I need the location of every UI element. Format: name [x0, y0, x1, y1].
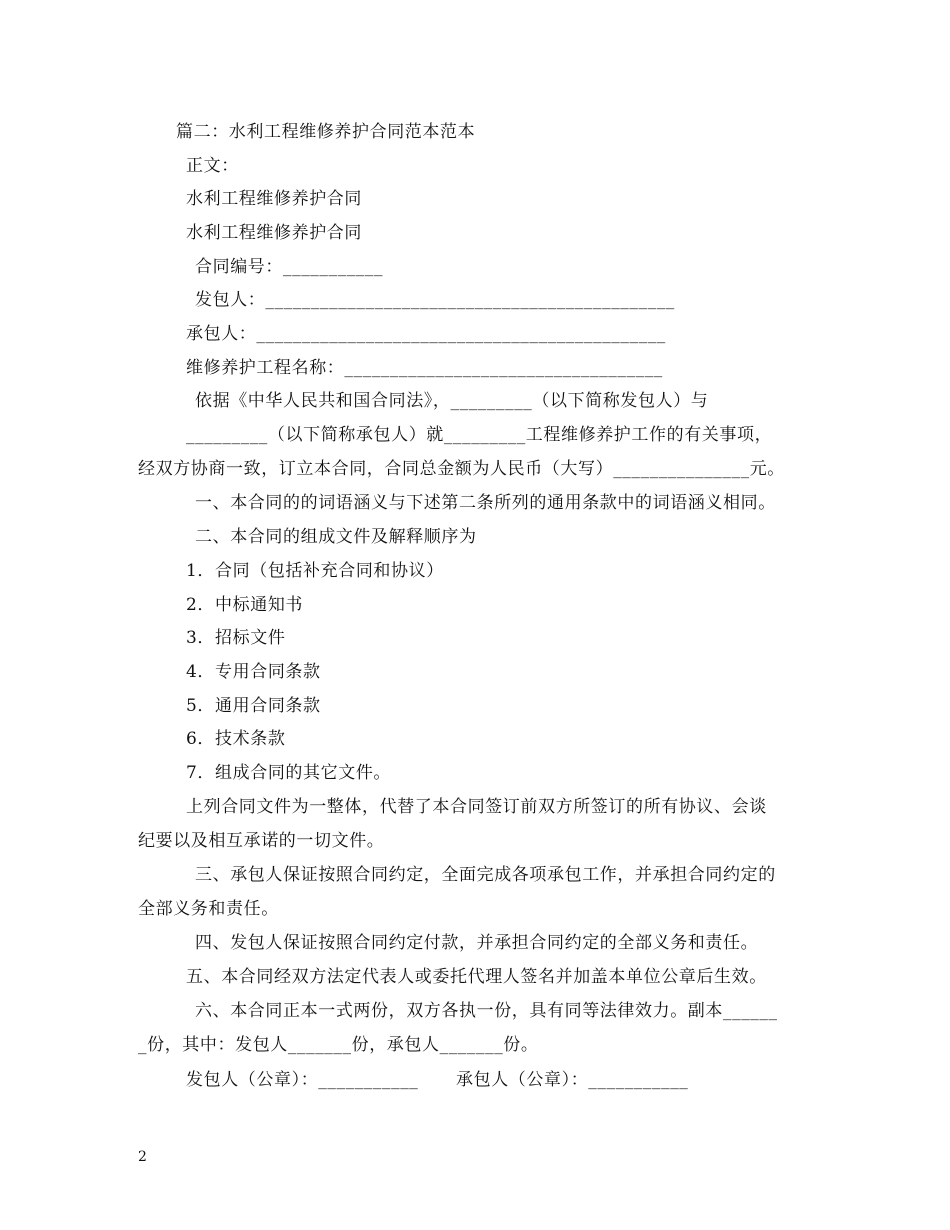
document-list-item: 1．合同（包括补充合同和协议）: [186, 561, 444, 581]
clause-two: 二、本合同的组成文件及解释顺序为: [195, 527, 477, 547]
body-label: 正文：: [186, 156, 239, 176]
clause-one: 一、本合同的的词语涵义与下述第二条所列的通用条款中的词语涵义相同。: [195, 493, 776, 513]
contractor-field: 承包人：_____________________________________________: [186, 324, 666, 344]
contractor-signature-field: 承包人（公章）：___________: [456, 1070, 689, 1090]
page-number: 2: [138, 1149, 147, 1165]
document-list-item: 2．中标通知书: [186, 595, 304, 615]
whole-contract-line-2: 纪要以及相互承诺的一切文件。: [138, 831, 385, 851]
clause-three-line-2: 全部义务和责任。: [138, 899, 279, 919]
clause-six-line-2: _份，其中：发包人_______份，承包人_______份。: [138, 1035, 539, 1055]
document-list-item: 7．组成合同的其它文件。: [186, 763, 392, 783]
document-list-item: 6．技术条款: [186, 729, 286, 749]
contract-title: 水利工程维修养护合同: [186, 189, 362, 209]
document-heading: 篇二：水利工程维修养护合同范本范本: [176, 122, 476, 142]
project-name-field: 维修养护工程名称：___________________________________: [186, 358, 663, 378]
employer-signature-field: 发包人（公章）：___________: [186, 1070, 419, 1090]
preamble-line-1: 依据《中华人民共和国合同法》，_________（以下简称发包人）与: [195, 391, 709, 411]
preamble-line-3: 经双方协商一致，订立本合同，合同总金额为人民币（大写）_______________元。: [138, 459, 785, 479]
employer-field: 发包人：_____________________________________________: [195, 290, 675, 310]
document-list-item: 3．招标文件: [186, 628, 286, 648]
contract-number-field: 合同编号：___________: [195, 257, 384, 277]
preamble-line-2: _________（以下简称承包人）就_________工程维修养护工作的有关事项，: [186, 425, 773, 445]
clause-five: 五、本合同经双方法定代表人或委托代理人签名并加盖本单位公章后生效。: [186, 967, 767, 987]
document-list-item: 4．专用合同条款: [186, 662, 321, 682]
clause-three-line-1: 三、承包人保证按照合同约定，全面完成各项承包工作，并承担合同约定的: [195, 865, 776, 885]
clause-four: 四、发包人保证按照合同约定付款，并承担合同约定的全部义务和责任。: [195, 933, 759, 953]
document-list-item: 5．通用合同条款: [186, 696, 321, 716]
clause-six-line-1: 六、本合同正本一式两份，双方各执一份，具有同等法律效力。副本______: [195, 1001, 778, 1021]
contract-title-repeat: 水利工程维修养护合同: [186, 223, 362, 243]
whole-contract-line-1: 上列合同文件为一整体，代替了本合同签订前双方所签订的所有协议、会谈: [186, 797, 767, 817]
